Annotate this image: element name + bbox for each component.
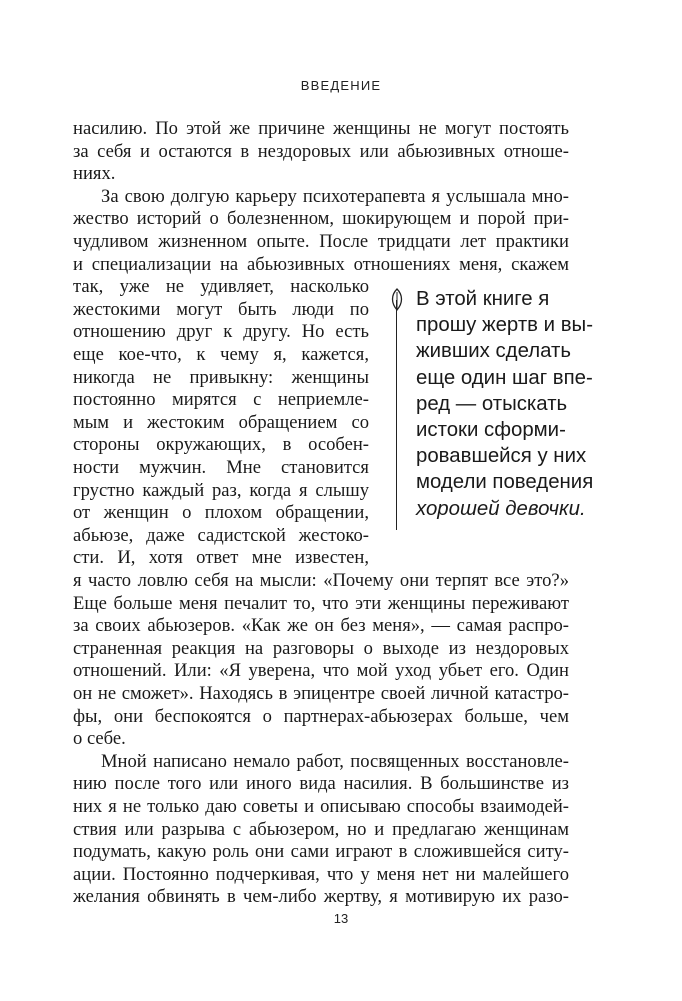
- text-line: ствия или разрыва с абьюзером, но и предлагаю женщинам: [73, 818, 569, 840]
- text-line: нию после того или иного вида насилия. В большинстве из: [73, 773, 569, 795]
- page-number: 13: [333, 911, 349, 926]
- paragraph-2: [73, 186, 569, 276]
- text-line: абьюзе, даже садистской жестоко-: [73, 524, 369, 546]
- text-line: и специализации на абьюзивных отношениях меня, скажем: [73, 253, 569, 275]
- text-line: мым и жестоким обращением со: [73, 411, 369, 433]
- text-line: он не сможет». Находясь в эпицентре своей личной катастро-: [73, 682, 569, 704]
- text-line: жество историй о болезненном, шокирующем и порой при-: [73, 208, 569, 230]
- text-line: страненная реакция на разговоры о выходе из нездоровых: [73, 637, 569, 659]
- text-line: желания обвинять в чем-либо жертву, я мотивирую их разо-: [73, 886, 569, 908]
- pull-quote-line: еще один шаг впе-: [416, 366, 593, 389]
- text-line: так, уже не удивляет, насколько: [73, 276, 369, 298]
- text-line: о себе.: [73, 728, 126, 750]
- text-line: грустно каждый раз, когда я слышу: [73, 479, 369, 501]
- text-line: постоянно мирятся с неприемле-: [73, 389, 369, 411]
- pull-quote-rule: [396, 300, 397, 530]
- text-line: насилию. По этой же причине женщины не могут постоять: [73, 118, 569, 139]
- pull-quote-line: ред — отыскать: [416, 392, 568, 415]
- text-line: Еще больше меня печалит то, что эти женщины переживают: [73, 592, 569, 614]
- pull-quote-line: ровавшейся у них: [416, 445, 587, 468]
- text-line: чудливом жизненном опыте. После тридцати лет практики: [73, 230, 569, 252]
- text-line: от женщин о плохом обращении,: [73, 502, 369, 524]
- text-line: жестокими могут быть люди по: [73, 298, 369, 320]
- text-line: еще кое-что, к чему я, кажется,: [73, 343, 369, 365]
- text-line: отношению друг к другу. Но есть: [73, 321, 369, 343]
- text-line: ации. Постоянно подчеркивая, что у меня нет ни малейшего: [73, 863, 569, 885]
- pull-quote-text: [416, 286, 594, 522]
- pull-quote-line: истоки сформи-: [416, 419, 566, 442]
- text-line: никогда не привыкну: женщины: [73, 366, 369, 388]
- text-line: я часто ловлю себя на мысли: «Почему они терпят все это?»: [73, 570, 569, 591]
- pull-quote: [392, 286, 592, 534]
- running-head: ВВЕДЕНИЕ: [300, 78, 382, 93]
- paragraph-1: [73, 118, 569, 186]
- pull-quote-line: живших сделать: [416, 340, 571, 363]
- pull-quote-line-italic: хорошей девочки.: [416, 497, 586, 520]
- text-line: подумать, какую роль они сами играют в сложившейся ситу-: [73, 841, 569, 863]
- text-line: ниях.: [73, 163, 116, 185]
- text-line: За свою долгую карьеру психотерапевта я услышала мно-: [101, 185, 569, 207]
- pull-quote-line: прошу жертв и вы-: [416, 314, 593, 337]
- paragraph-2-rest: [73, 570, 569, 751]
- text-line: Мной написано немало работ, посвященных восстановле-: [101, 750, 569, 772]
- text-line: них я не только даю советы и описываю способы взаимодей-: [73, 795, 569, 817]
- text-line: ности мужчин. Мне становится: [73, 456, 369, 478]
- text-line: сти. И, хотя ответ мне известен,: [73, 547, 369, 569]
- text-line: за своих абьюзеров. «Как же он без меня», — самая распро-: [73, 615, 569, 637]
- text-line: отношений. Или: «Я уверена, что мой уход убьет его. Один: [73, 660, 569, 682]
- text-line: фы, они беспокоятся о партнерах-абьюзерах больше, чем: [73, 705, 569, 727]
- paragraph-3: [73, 751, 569, 909]
- text-line: за себя и остаются в нездоровых или абьюзивных отноше-: [73, 140, 569, 162]
- pull-quote-line: В этой книге я: [416, 288, 550, 310]
- pull-quote-line: модели поведения: [416, 471, 594, 494]
- text-line: стороны окружающих, в особен-: [73, 434, 369, 456]
